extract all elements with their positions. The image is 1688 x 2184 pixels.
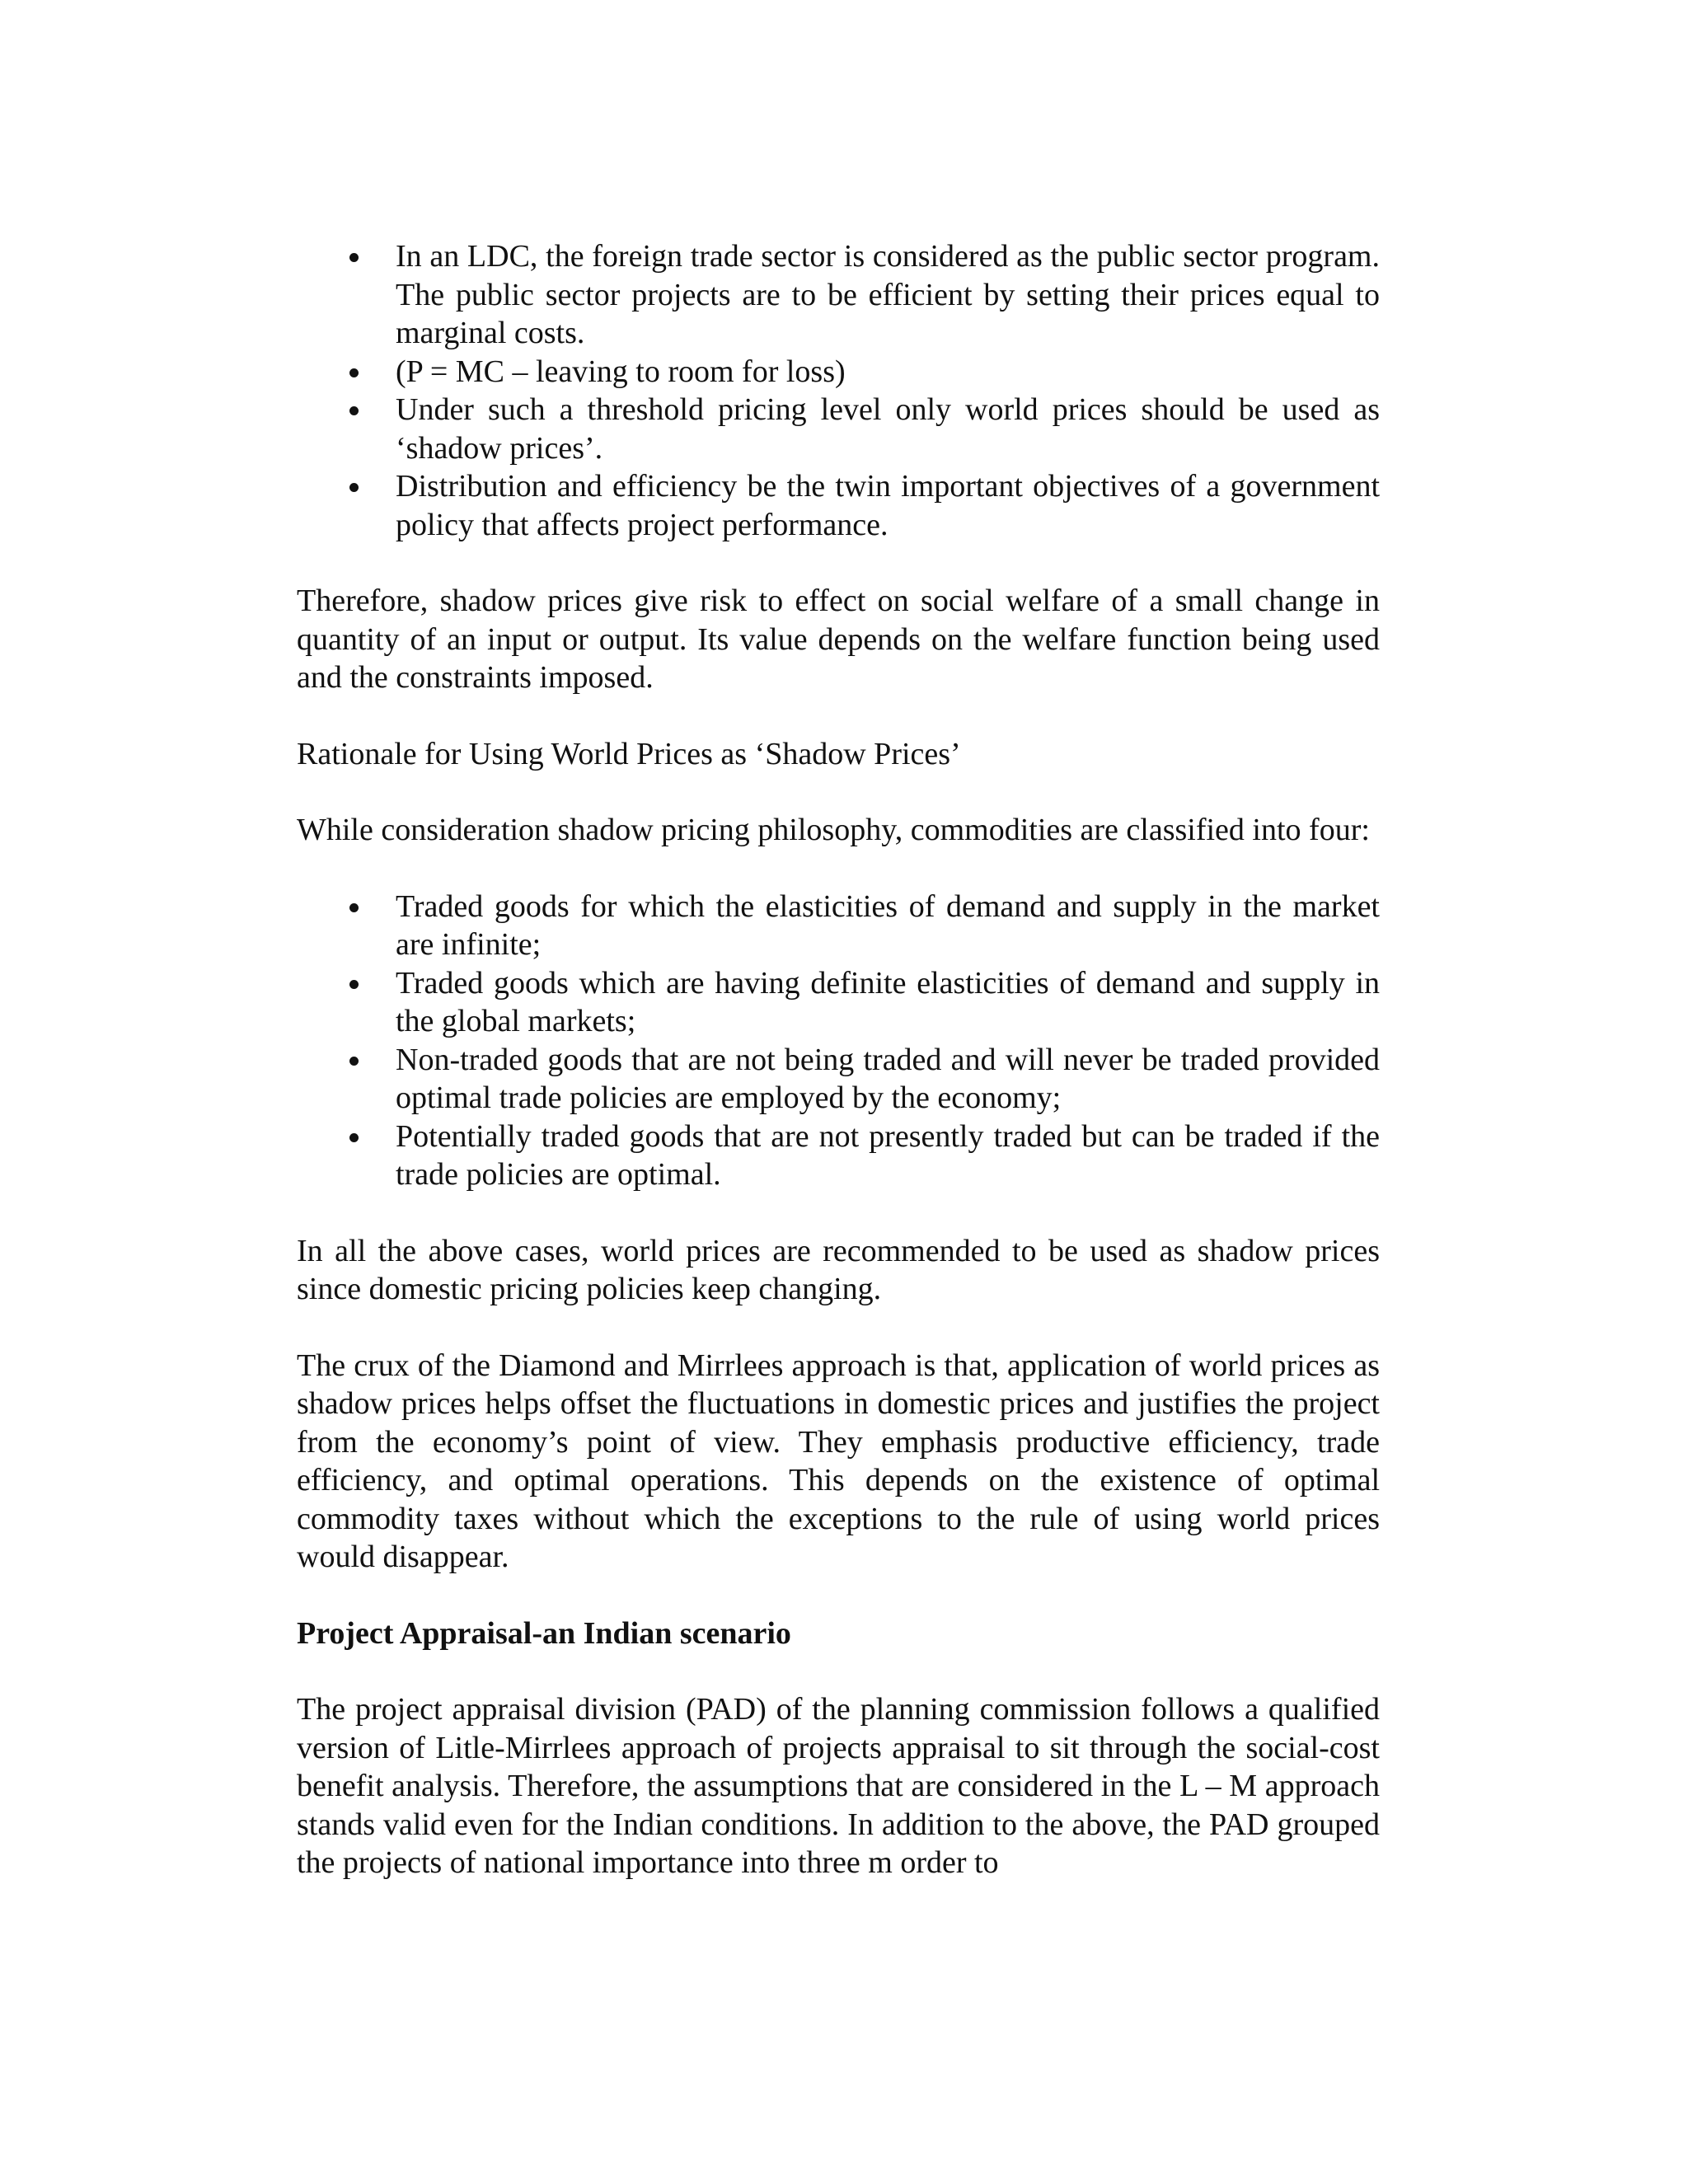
bullet-item: [297, 391, 1380, 467]
bullet-dot-icon: [349, 1133, 359, 1142]
bullet-text: In an LDC, the foreign trade sector is considered as the public sector program. The public sector projects are to be efficient by setting their prices equal to marginal costs.: [396, 239, 1380, 350]
bullet-dot-icon: [349, 368, 359, 377]
bullet-list-commodities: [297, 888, 1380, 1194]
bullet-item: [297, 888, 1380, 964]
bullet-text: Traded goods for which the elasticities of demand and supply in the market are infinite;: [396, 888, 1380, 962]
bullet-dot-icon: [349, 253, 359, 262]
bullet-text: Traded goods which are having definite elasticities of demand and supply in the global markets;: [396, 965, 1380, 1038]
bullet-text: Potentially traded goods that are not presently traded but can be traded if the trade policies are optimal.: [396, 1118, 1380, 1192]
bullet-dot-icon: [349, 903, 359, 912]
bullet-item: [297, 964, 1380, 1041]
paragraph-therefore: Therefore, shadow prices give risk to effect on social welfare of a small change in quantity of an input or output. Its value depends on the welfare function being used and the constraints imposed.: [297, 583, 1380, 695]
paragraph-diamond-mirrlees: The crux of the Diamond and Mirrlees approach is that, application of world prices as shadow prices helps offset the fluctuations in domestic prices and justifies the project from the economy’s point of view. They emphasis productive efficiency, trade efficiency, and optimal operations. This depends on the existence of optimal commodity taxes without which the exceptions to the rule of using world prices would disappear.: [297, 1347, 1380, 1574]
bullet-item: [297, 467, 1380, 544]
bullet-item: [297, 353, 1380, 391]
section-heading: Project Appraisal-an Indian scenario: [297, 1615, 791, 1651]
bullet-item: [297, 1041, 1380, 1118]
bullet-dot-icon: [349, 1057, 359, 1066]
bullet-text: Distribution and efficiency be the twin important objectives of a government policy that affects project performance.: [396, 469, 1380, 542]
bullet-dot-icon: [349, 483, 359, 492]
bullet-item: [297, 237, 1380, 353]
bullet-text: Under such a threshold pricing level only world prices should be used as ‘shadow prices’.: [396, 392, 1380, 466]
bullet-dot-icon: [349, 980, 359, 989]
bullet-item: [297, 1118, 1380, 1194]
document-page: [297, 237, 1380, 1882]
paragraph-rationale: Rationale for Using World Prices as ‘Shadow Prices’: [297, 736, 961, 771]
bullet-dot-icon: [349, 406, 359, 415]
paragraph-classification: While consideration shadow pricing philosophy, commodities are classified into four:: [297, 813, 1370, 847]
paragraph-pad: The project appraisal division (PAD) of the planning commission follows a qualified version of Litle-Mirrlees approach of projects appraisal to sit through the social-cost benefit analysis. Therefore, the assumptions that are considered in the L – M approach stands valid even for the Indian conditions. In addition to the above, the PAD grouped the projects of national importance into three m order to: [297, 1692, 1380, 1880]
bullet-text: Non-traded goods that are not being traded and will never be traded provided optimal trade policies are employed by the economy;: [396, 1042, 1380, 1115]
bullet-list-trade-sector: [297, 237, 1380, 544]
bullet-text: (P = MC – leaving to room for loss): [396, 354, 846, 389]
paragraph-above-cases: In all the above cases, world prices are recommended to be used as shadow prices since domestic pricing policies keep changing.: [297, 1233, 1380, 1306]
